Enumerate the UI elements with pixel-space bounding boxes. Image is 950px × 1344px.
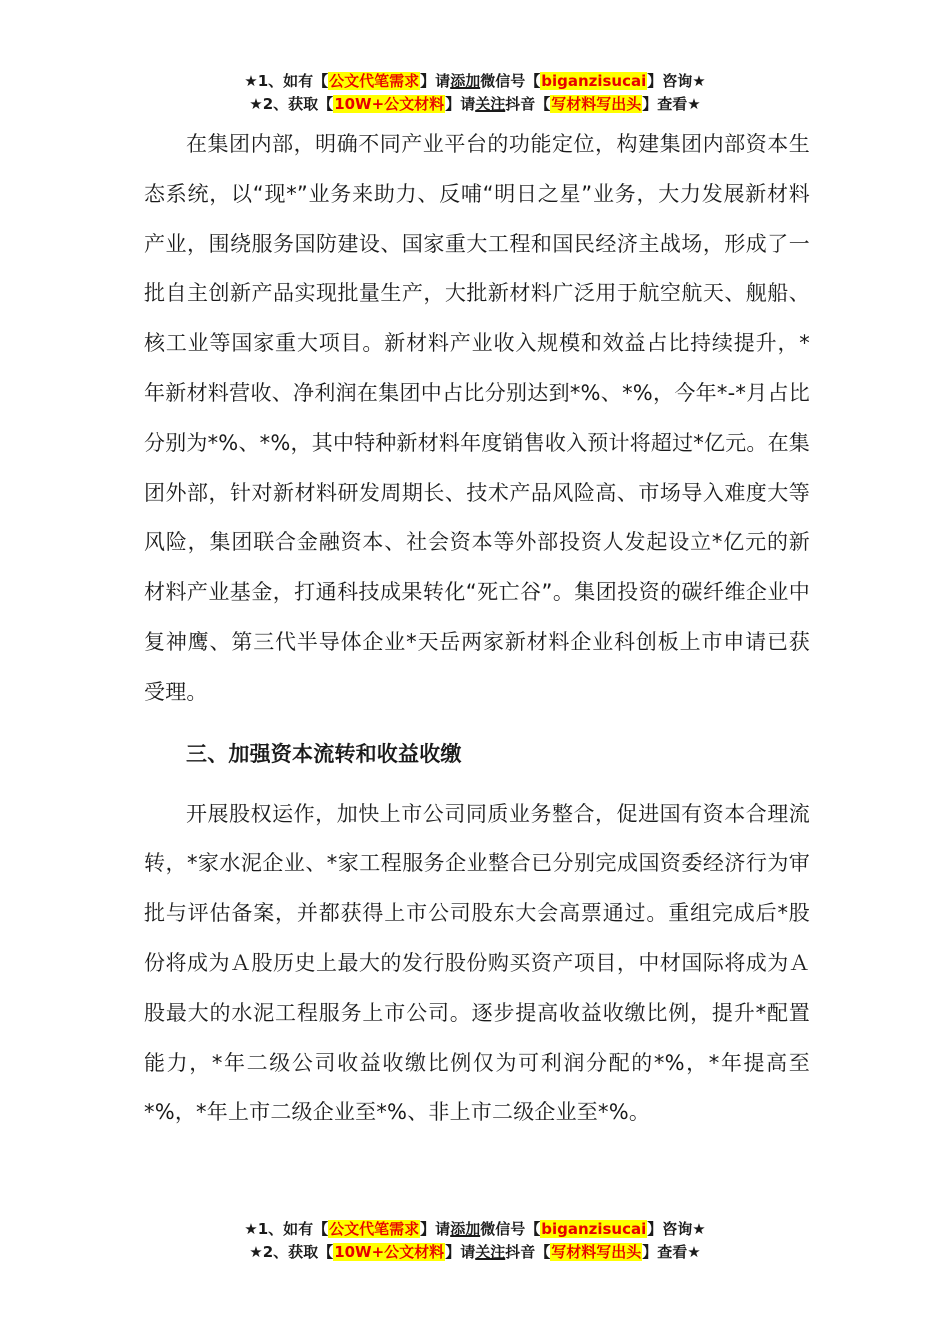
underlined-text: 添加 [450, 72, 481, 90]
underlined-text: 关注 [475, 1243, 506, 1261]
underlined-text: 添加 [450, 1220, 481, 1238]
star-icon: ★ [249, 95, 263, 113]
highlight-materials: 10W+公文材料 [334, 1243, 445, 1261]
highlight-douyin-account: 写材料写出头 [551, 95, 642, 113]
highlight-wechat-id: biganzisucai [541, 72, 647, 90]
banner-line-1 [0, 70, 950, 93]
banner-text: 】查看★ [642, 95, 701, 113]
banner-line-1 [0, 1218, 950, 1241]
star-icon: ★ [244, 1220, 258, 1238]
highlight-service: 公文代笔需求 [329, 72, 420, 90]
banner-text: 】请 [420, 1220, 451, 1238]
banner-text: 2、获取【 [262, 1243, 334, 1261]
header-banner [0, 70, 950, 116]
banner-text: 抖音【 [505, 1243, 551, 1261]
banner-line-2 [0, 93, 950, 116]
banner-text: 】查看★ [642, 1243, 701, 1261]
banner-text: 】请 [445, 95, 476, 113]
banner-text: 2、获取【 [262, 95, 334, 113]
banner-text: 】咨询★ [647, 1220, 706, 1238]
star-icon: ★ [249, 1243, 263, 1261]
highlight-service: 公文代笔需求 [329, 1220, 420, 1238]
banner-text: 1、如有【 [257, 1220, 329, 1238]
banner-text: 】咨询★ [647, 72, 706, 90]
star-icon: ★ [244, 72, 258, 90]
banner-text: 1、如有【 [257, 72, 329, 90]
paragraph-1: 在集团内部，明确不同产业平台的功能定位，构建集团内部资本生态系统，以“现*”业务来助力、反哺“明日之星”业务，大力发展新材料产业，围绕服务国防建设、国家重大工程和国民经济主战场，形成了一批自主创新产品实现批量生产，大批新材料广泛用于航空航天、舰船、核工业等国家重大项目。新材料产业收入规模和效益占比持续提升，*年新材料营收、净利润在集团中占比分别达到*%、*%，今年*-*月占比分别为*%、*%，其中特种新材料年度销售收入预计将超过*亿元。在集团外部，针对新材料研发周期长、技术产品风险高、市场导入难度大等风险，集团联合金融资本、社会资本等外部投资人发起设立*亿元的新材料产业基金，打通科技成果转化“死亡谷”。集团投资的碳纤维企业中复神鹰、第三代半导体企业*天岳两家新材料企业科创板上市申请已获受理。 [144, 132, 811, 704]
banner-text: 】请 [445, 1243, 476, 1261]
banner-text: 微信号【 [480, 1220, 541, 1238]
highlight-materials: 10W+公文材料 [334, 95, 445, 113]
highlight-wechat-id: biganzisucai [541, 1220, 647, 1238]
banner-text: 】请 [420, 72, 451, 90]
banner-line-2 [0, 1241, 950, 1264]
section-heading: 三、加强资本流转和收益收缴 [186, 741, 462, 766]
highlight-douyin-account: 写材料写出头 [551, 1243, 642, 1261]
banner-text: 微信号【 [480, 72, 541, 90]
banner-text: 抖音【 [505, 95, 551, 113]
paragraph-2: 开展股权运作，加快上市公司同质业务整合，促进国有资本合理流转，*家水泥企业、*家工程服务企业整合已分别完成国资委经济行为审批与评估备案，并都获得上市公司股东大会高票通过。重组完成后*股份将成为Ａ股历史上最大的发行股份购买资产项目，中材国际将成为Ａ股最大的水泥工程服务上市公司。逐步提高收益收缴比例，提升*配置能力，*年二级公司收益收缴比例仅为可利润分配的*%，*年提高至*%，*年上市二级企业至*%、非上市二级企业至*%。 [144, 801, 810, 1125]
footer-banner [0, 1218, 950, 1264]
document-body [144, 120, 810, 1138]
underlined-text: 关注 [475, 95, 506, 113]
